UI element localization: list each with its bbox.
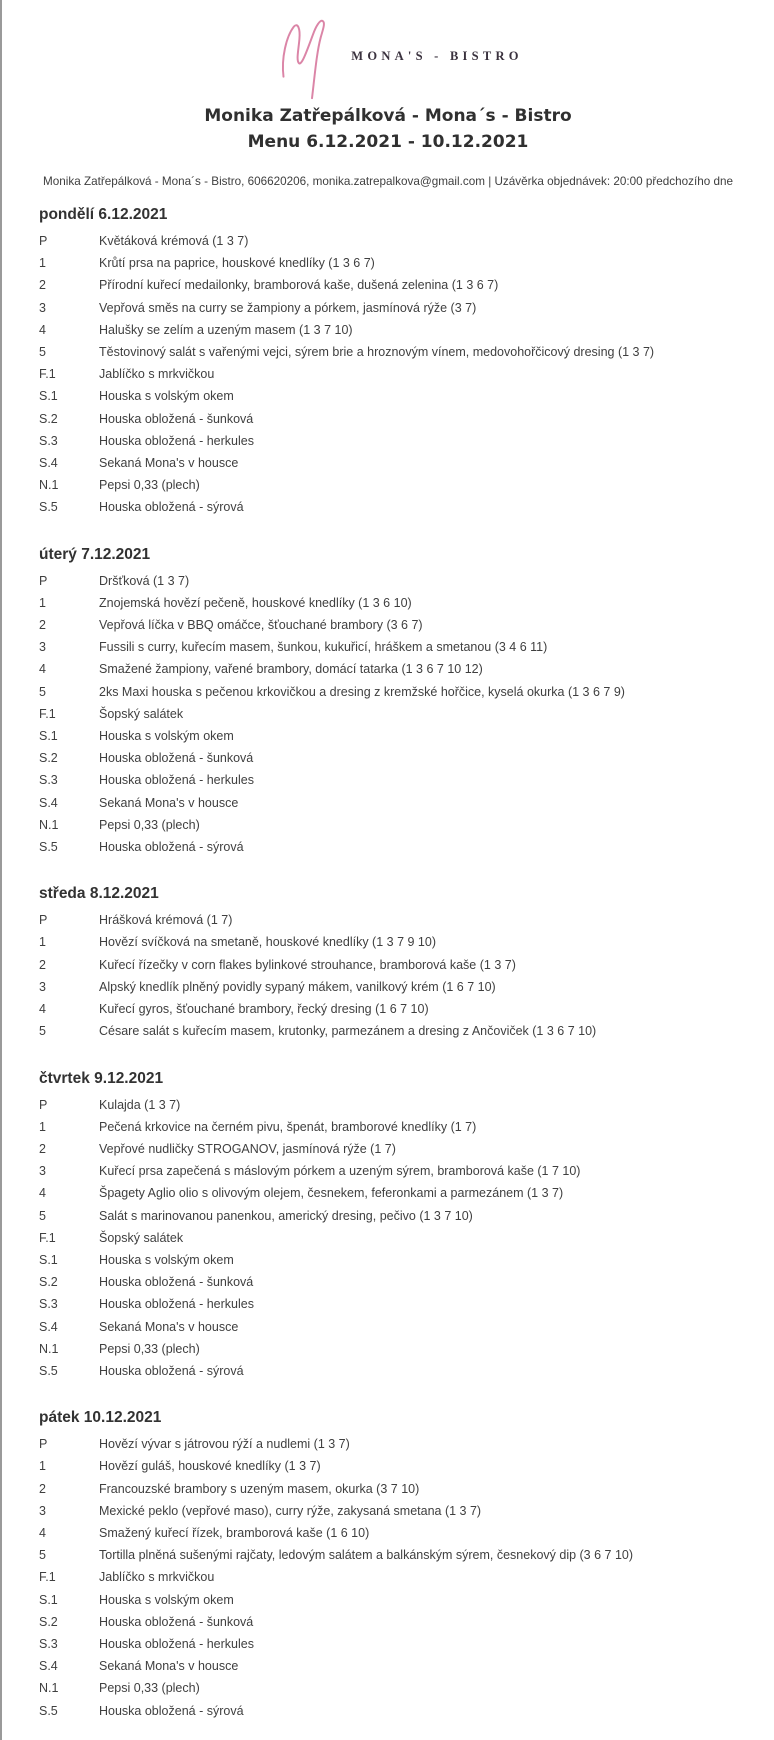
menu-row [39, 1020, 774, 1042]
menu-item-name: Těstovinový salát s vařenými vejci, sýrem brie a hroznovým vínem, medovohořčicový dresing (1 3 7) [99, 345, 655, 360]
menu-item-name: Mexické peklo (vepřové maso), curry rýže, zakysaná smetana (1 3 7) [99, 1503, 482, 1518]
menu-row [39, 703, 774, 725]
day-section [2, 1407, 774, 1722]
menu-item-code: 4 [39, 1002, 46, 1017]
menu-item-name: Houska obložená - sýrová [99, 1363, 244, 1378]
menu-row [39, 681, 774, 703]
day-section [2, 883, 774, 1042]
menu-row [39, 1360, 774, 1382]
menu-item-code: 1 [39, 595, 46, 610]
menu-row [39, 909, 774, 931]
menu-item-code: 4 [39, 1186, 46, 1201]
day-heading: středa 8.12.2021 [39, 885, 159, 903]
menu-item-code: P [39, 1437, 48, 1452]
menu-item-name: Pepsi 0,33 (plech) [99, 817, 200, 832]
menu-item-code: 2 [39, 618, 46, 633]
menu-item-name: Hovězí guláš, houskové knedlíky (1 3 7) [99, 1459, 321, 1474]
logo-wordmark: MONA'S - BISTRO [351, 48, 523, 63]
menu-item-code: S.4 [39, 1659, 58, 1674]
menu-row [39, 1544, 774, 1566]
menu-item-name: 2ks Maxi houska s pečenou krkovičkou a dresing z kremžské hořčice, kyselá okurka (1 3 6 7 9) [99, 684, 625, 699]
menu-row [39, 496, 774, 518]
day-section [2, 1068, 774, 1383]
menu-item-code: S.5 [39, 840, 58, 855]
menu-item-code: P [39, 234, 48, 248]
menu-item-name: Houska obložená - šunková [99, 411, 254, 426]
menu-rows [39, 909, 774, 1042]
menu-row [39, 297, 774, 319]
menu-item-code: S.1 [39, 1252, 58, 1267]
menu-rows [39, 570, 774, 859]
menu-item-name: Fussili s curry, kuřecím masem, šunkou, kukuřicí, hráškem a smetanou (3 4 6 11) [99, 640, 548, 655]
menu-row [39, 614, 774, 636]
menu-item-name: Francouzské brambory s uzeným masem, okurka (3 7 10) [99, 1481, 420, 1496]
menu-row [39, 1138, 774, 1160]
header [2, 103, 774, 155]
menu-item-name: Květáková krémová (1 3 7) [99, 234, 249, 248]
menu-item-code: F.1 [39, 1570, 56, 1585]
menu-item-code: 5 [39, 345, 46, 360]
menu-item-code: S.2 [39, 411, 58, 426]
menu-item-code: 5 [39, 1024, 46, 1039]
menu-row [39, 1293, 774, 1315]
menu-item-code: S.5 [39, 500, 58, 515]
menu-item-code: S.3 [39, 773, 58, 788]
day-heading: pondělí 6.12.2021 [39, 206, 168, 223]
menu-row [39, 769, 774, 791]
menu-item-code: P [39, 573, 48, 588]
menu-date-range: Menu 6.12.2021 - 10.12.2021 [247, 132, 529, 152]
menu-item-name: Sekaná Mona's v housce [99, 1319, 239, 1334]
menu-rows [39, 230, 774, 519]
menu-row [39, 570, 774, 592]
menu-item-name: Smažené žampiony, vařené brambory, domácí tatarka (1 3 6 7 10 12) [99, 662, 483, 677]
menu-item-name: Houska s volským okem [99, 389, 234, 404]
menu-item-code: 2 [39, 957, 46, 972]
menu-item-name: Pečená krkovice na černém pivu, špenát, bramborové knedlíky (1 7) [99, 1119, 477, 1134]
menu-rows [39, 1094, 774, 1383]
menu-item-name: Césare salát s kuřecím masem, krutonky, parmezánem a dresing z Ančoviček (1 3 6 7 10) [99, 1024, 597, 1039]
menu-row [39, 1700, 774, 1722]
contact-line: Monika Zatřepálková - Mona´s - Bistro, 606620206, monika.zatrepalkova@gmail.com | Uzávěrka objednávek: 20:00 předchozího dne [43, 175, 733, 188]
menu-item-name: Sekaná Mona's v housce [99, 795, 239, 810]
menu-row [39, 1455, 774, 1477]
menu-row [39, 1205, 774, 1227]
menu-row [39, 430, 774, 452]
menu-item-name: Krůtí prsa na paprice, houskové knedlíky (1 3 6 7) [99, 256, 375, 271]
menu-item-name: Vepřová směs na curry se žampiony a pórkem, jasmínová rýže (3 7) [99, 300, 477, 315]
menu-item-name: Znojemská hovězí pečeně, houskové knedlíky (1 3 6 10) [99, 595, 412, 610]
menu-row [39, 636, 774, 658]
menu-item-name: Kuřecí gyros, šťouchané brambory, řecký dresing (1 6 7 10) [99, 1002, 429, 1017]
menu-item-code: S.3 [39, 433, 58, 448]
menu-item-name: Houska obložená - sýrová [99, 1703, 244, 1718]
menu-row [39, 1116, 774, 1138]
menu-item-name: Pepsi 0,33 (plech) [99, 1681, 200, 1696]
menu-item-code: 4 [39, 662, 46, 677]
menu-row [39, 1316, 774, 1338]
menu-row [39, 1478, 774, 1500]
menu-item-code: S.2 [39, 1614, 58, 1629]
menu-row [39, 1271, 774, 1293]
menu-item-name: Houska obložená - šunková [99, 751, 254, 766]
menu-item-code: S.4 [39, 795, 58, 810]
menu-item-code: S.3 [39, 1636, 58, 1651]
menu-row [39, 1249, 774, 1271]
menu-row [39, 274, 774, 296]
menu-item-name: Houska obložená - sýrová [99, 500, 244, 515]
menu-row [39, 592, 774, 614]
menu-item-name: Hovězí svíčková na smetaně, houskové knedlíky (1 3 7 9 10) [99, 935, 436, 950]
menu-row [39, 792, 774, 814]
menu-row [39, 1566, 774, 1588]
menu-rows [39, 1433, 774, 1722]
menu-item-code: 4 [39, 322, 46, 337]
menu-row [39, 452, 774, 474]
menu-item-code: 5 [39, 1548, 46, 1563]
menu-item-code: 2 [39, 1481, 46, 1496]
menu-row [39, 474, 774, 496]
menu-item-name: Hrášková krémová (1 7) [99, 913, 233, 928]
menu-item-code: 2 [39, 1141, 46, 1156]
menu-item-code: S.3 [39, 1297, 58, 1312]
menu-item-name: Houska obložená - šunková [99, 1275, 254, 1290]
menu-row [39, 341, 774, 363]
menu-item-code: F.1 [39, 1230, 56, 1245]
menu-item-code: S.2 [39, 751, 58, 766]
menu-item-name: Houska s volským okem [99, 1592, 234, 1607]
menu-row [39, 814, 774, 836]
menu-item-code: 1 [39, 256, 46, 271]
menu-row [39, 1522, 774, 1544]
menu-item-name: Kulajda (1 3 7) [99, 1097, 181, 1112]
menu-row [39, 1094, 774, 1116]
menu-row [39, 319, 774, 341]
menu-row [39, 1589, 774, 1611]
menu-row [39, 1500, 774, 1522]
menu-item-name: Houska obložená - herkules [99, 1297, 254, 1312]
menu-item-code: S.4 [39, 456, 58, 471]
menu-item-code: 2 [39, 278, 46, 293]
menu-item-name: Kuřecí řízečky v corn flakes bylinkové strouhance, bramborová kaše (1 3 7) [99, 957, 516, 972]
menu-item-name: Vepřová líčka v BBQ omáčce, šťouchané brambory (3 6 7) [99, 618, 423, 633]
monas-monogram-icon [273, 15, 337, 101]
day-heading: úterý 7.12.2021 [39, 545, 151, 563]
logo [22, 13, 774, 95]
menu-row [39, 1338, 774, 1360]
day-sections [2, 204, 774, 1722]
menu-row [39, 976, 774, 998]
menu-item-name: Alpský knedlík plněný povidly sypaný mákem, vanilkový krém (1 6 7 10) [99, 979, 496, 994]
day-section [2, 204, 774, 519]
menu-item-name: Špagety Aglio olio s olivovým olejem, česnekem, feferonkami a parmezánem (1 3 7) [99, 1186, 564, 1201]
menu-item-name: Jablíčko s mrkvičkou [99, 367, 215, 382]
page-title: Monika Zatřepálková - Mona´s - Bistro [204, 106, 572, 126]
menu-item-name: Kuřecí prsa zapečená s máslovým pórkem a uzeným sýrem, bramborová kaše (1 7 10) [99, 1164, 581, 1179]
menu-item-name: Tortilla plněná sušenými rajčaty, ledovým salátem a balkánským sýrem, česnekový dip (3 6 7 10) [99, 1548, 634, 1563]
menu-item-code: 5 [39, 684, 46, 699]
menu-row [39, 725, 774, 747]
menu-item-name: Šopský salátek [99, 1230, 184, 1245]
menu-item-code: F.1 [39, 706, 56, 721]
menu-item-code: S.1 [39, 729, 58, 744]
menu-item-name: Sekaná Mona's v housce [99, 1659, 239, 1674]
menu-item-code: 3 [39, 1164, 46, 1179]
menu-item-name: Pepsi 0,33 (plech) [99, 478, 200, 493]
menu-page [2, 0, 774, 1722]
menu-item-code: N.1 [39, 1341, 59, 1356]
menu-item-code: S.2 [39, 1275, 58, 1290]
menu-row [39, 1677, 774, 1699]
menu-row [39, 1160, 774, 1182]
menu-item-name: Houska obložená - herkules [99, 1636, 254, 1651]
day-heading: pátek 10.12.2021 [39, 1409, 162, 1427]
menu-row [39, 658, 774, 680]
menu-item-name: Houska obložená - sýrová [99, 840, 244, 855]
menu-item-name: Smažený kuřecí řízek, bramborová kaše (1 6 10) [99, 1525, 370, 1540]
menu-item-code: 3 [39, 1503, 46, 1518]
menu-row [39, 747, 774, 769]
menu-row [39, 1433, 774, 1455]
menu-item-name: Houska s volským okem [99, 1252, 234, 1267]
menu-item-code: N.1 [39, 1681, 59, 1696]
menu-item-code: F.1 [39, 367, 56, 382]
menu-item-code: 4 [39, 1525, 46, 1540]
menu-item-code: 1 [39, 1119, 46, 1134]
menu-item-code: S.1 [39, 389, 58, 404]
menu-item-code: 5 [39, 1208, 46, 1223]
menu-item-code: P [39, 913, 48, 928]
day-heading: čtvrtek 9.12.2021 [39, 1069, 164, 1087]
menu-item-code: 1 [39, 935, 46, 950]
menu-item-code: S.1 [39, 1592, 58, 1607]
menu-row [39, 998, 774, 1020]
menu-row [39, 954, 774, 976]
menu-item-name: Jablíčko s mrkvičkou [99, 1570, 215, 1585]
menu-row [39, 1182, 774, 1204]
menu-item-name: Houska obložená - herkules [99, 773, 254, 788]
menu-item-code: S.4 [39, 1319, 58, 1334]
menu-item-code: 3 [39, 300, 46, 315]
menu-item-name: Houska obložená - herkules [99, 433, 254, 448]
menu-row [39, 252, 774, 274]
menu-item-name: Salát s marinovanou panenkou, americký dresing, pečivo (1 3 7 10) [99, 1208, 473, 1223]
menu-row [39, 1227, 774, 1249]
menu-item-code: 1 [39, 1459, 46, 1474]
menu-item-name: Halušky se zelím a uzeným masem (1 3 7 10) [99, 322, 353, 337]
menu-row [39, 363, 774, 385]
menu-item-code: 3 [39, 979, 46, 994]
menu-item-name: Houska obložená - šunková [99, 1614, 254, 1629]
menu-item-name: Hovězí vývar s játrovou rýží a nudlemi (1 3 7) [99, 1437, 350, 1452]
menu-item-code: 3 [39, 640, 46, 655]
menu-item-code: N.1 [39, 478, 59, 493]
menu-item-name: Vepřové nudličky STROGANOV, jasmínová rýže (1 7) [99, 1141, 396, 1156]
menu-item-name: Šopský salátek [99, 706, 184, 721]
menu-item-code: S.5 [39, 1703, 58, 1718]
menu-row [39, 408, 774, 430]
menu-item-code: P [39, 1097, 48, 1112]
menu-row [39, 1633, 774, 1655]
menu-item-code: S.5 [39, 1363, 58, 1378]
menu-item-name: Dršťková (1 3 7) [99, 573, 190, 588]
menu-row [39, 230, 774, 252]
menu-row [39, 931, 774, 953]
menu-item-code: N.1 [39, 817, 59, 832]
menu-row [39, 836, 774, 858]
menu-row [39, 1655, 774, 1677]
day-section [2, 544, 774, 859]
menu-row [39, 385, 774, 407]
menu-item-name: Houska s volským okem [99, 729, 234, 744]
menu-item-name: Sekaná Mona's v housce [99, 456, 239, 471]
menu-item-name: Přírodní kuřecí medailonky, bramborová kaše, dušená zelenina (1 3 6 7) [99, 278, 499, 293]
menu-item-name: Pepsi 0,33 (plech) [99, 1341, 200, 1356]
menu-row [39, 1611, 774, 1633]
